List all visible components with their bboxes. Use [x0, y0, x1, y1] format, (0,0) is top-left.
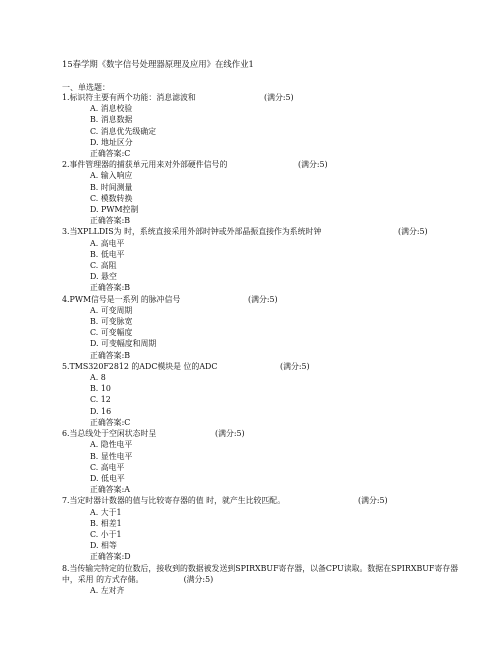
question-item	[62, 495, 462, 562]
option: C. 高阻	[90, 261, 117, 271]
question-item	[62, 226, 462, 293]
correct-answer: 正确答案:B	[90, 216, 131, 226]
option: D. 16	[90, 406, 112, 416]
question-stem: 1.标识符主要有两个功能：消息滤波和 (满分:5)	[62, 93, 294, 102]
option: B. 相差1	[90, 518, 122, 528]
option: C. 消息优先级确定	[90, 126, 157, 136]
option: D. 地址区分	[90, 137, 133, 147]
option: B. 10	[90, 384, 111, 394]
correct-answer: 正确答案:D	[90, 552, 131, 562]
question-score: (满分:5)	[280, 361, 310, 371]
option: D. 悬空	[90, 272, 117, 282]
option: C. 小于1	[90, 529, 122, 539]
option: D. PWM控制	[90, 205, 139, 215]
correct-answer: 正确答案:C	[90, 417, 131, 427]
question-item	[62, 92, 462, 159]
option: C. 模数转换	[90, 193, 133, 203]
question-score: (满分:5)	[298, 160, 328, 170]
question-stem: 8.当传输完特定的位数后，接收到的数据被发送到SPIRXBUF寄存器，以备CPU读取。数据在SPIRXBUF寄存器中，采用 的方式存储。 (满分:5)	[62, 563, 459, 584]
option: B. 可变脉宽	[90, 317, 133, 327]
correct-answer: 正确答案:A	[90, 485, 130, 495]
option: A. 可变周期	[90, 305, 133, 315]
option: B. 消息数据	[90, 115, 133, 125]
question-score: (满分:5)	[183, 574, 214, 584]
question-stem: 2.事件管理器的捕获单元用来对外部硬件信号的 (满分:5)	[62, 160, 328, 170]
question-stem: 5.TMS320F2812 的ADC模块是 位的ADC (满分:5)	[62, 361, 310, 371]
question-score: (满分:5)	[358, 496, 388, 506]
question-score: (满分:5)	[264, 93, 294, 102]
option: C. 12	[90, 395, 111, 405]
correct-answer: 正确答案:B	[90, 350, 131, 360]
option: A. 8	[90, 373, 106, 383]
option: C. 可变幅度	[90, 328, 133, 338]
option: A. 消息校验	[90, 104, 133, 114]
option: B. 时间测量	[90, 182, 133, 192]
option: A. 高电平	[90, 238, 125, 248]
question-stem: 6.当总线处于空闲状态时呈 (满分:5)	[62, 429, 245, 439]
question-item	[62, 159, 462, 226]
question-list	[62, 92, 462, 596]
section-heading: 一、单选题：	[62, 83, 110, 92]
option: C. 高电平	[90, 462, 125, 472]
option: D. 低电平	[90, 473, 125, 483]
question-item	[62, 428, 462, 495]
option: D. 可变幅度和周期	[90, 339, 157, 349]
question-score: (满分:5)	[215, 429, 245, 439]
question-item	[62, 294, 462, 361]
option: D. 相等	[90, 541, 117, 551]
correct-answer: 正确答案:B	[90, 283, 131, 293]
option: A. 隐性电平	[90, 440, 133, 450]
option: A. 大于1	[90, 507, 122, 517]
document-title: 15春学期《数字信号处理器原理及应用》在线作业1	[62, 59, 254, 69]
question-stem: 3.当XPLLDIS为 时，系统直接采用外部时钟或外部晶振直接作为系统时钟 (满分:5)	[62, 227, 428, 237]
question-item	[62, 361, 462, 428]
question-stem: 4.PWM信号是一系列 的脉冲信号 (满分:5)	[62, 294, 278, 304]
option: B. 显性电平	[90, 451, 133, 461]
option: A. 输入响应	[90, 171, 133, 181]
question-score: (满分:5)	[398, 227, 428, 237]
option: A. 左对齐	[90, 585, 125, 595]
option: B. 低电平	[90, 249, 125, 259]
question-stem: 7.当定时器计数器的值与比较寄存器的值 时，就产生比较匹配。 (满分:5)	[62, 496, 388, 506]
question-score: (满分:5)	[248, 294, 278, 304]
question-item	[62, 563, 462, 597]
correct-answer: 正确答案:C	[90, 149, 131, 159]
